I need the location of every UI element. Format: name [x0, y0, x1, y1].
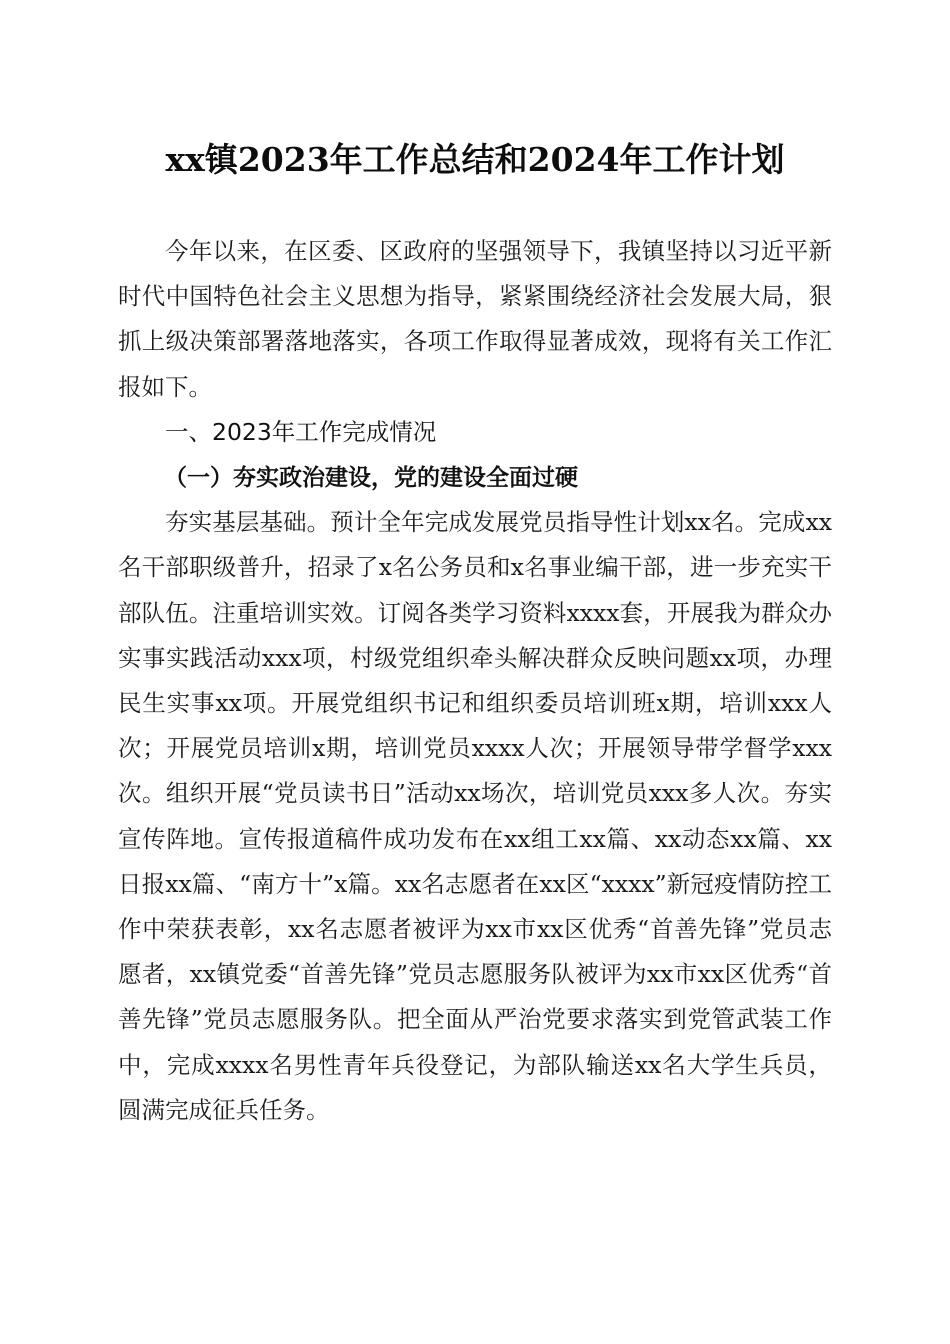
document-body [118, 229, 832, 1133]
document-title: xx镇2023年工作总结和2024年工作计划 [165, 140, 785, 179]
intro-paragraph: 今年以来，在区委、区政府的坚强领导下，我镇坚持以习近平新时代中国特色社会主义思想为指导，紧紧围绕经济社会发展大局，狠抓上级决策部署落地落实，各项工作取得显著成效，现将有关工作汇报如下。 [118, 237, 832, 401]
section-heading-1: 一、2023年工作完成情况 [165, 417, 437, 446]
subsection-body-1: 夯实基层基础。预计全年完成发展党员指导性计划xx名。完成xx名干部职级普升，招录了x名公务员和x名事业编干部，进一步充实干部队伍。注重培训实效。订阅各类学习资料xxxx套，开展我为群众办实事实践活动xxx项，村级党组织牵头解决群众反映问题xx项，办理民生实事xx项。开展党组织书记和组织委员培训班x期，培训xxx人次；开展党员培训x期，培训党员xxxx人次；开展领导带学督学xxx次。组织开展“党员读书日”活动xx场次，培训党员xxx多人次。夯实宣传阵地。宣传报道稿件成功发布在xx组工xx篇、xx动态xx篇、xx日报xx篇、“南方十”x篇。xx名志愿者在xx区“xxxx”新冠疫情防控工作中荣获表彰，xx名志愿者被评为xx市xx区优秀“首善先锋”党员志愿者，xx镇党委“首善先锋”党员志愿服务队被评为xx市xx区优秀“首善先锋”党员志愿服务队。把全面从严治党要求落实到党管武装工作中，完成xxxx名男性青年兵役登记，为部队输送xx名大学生兵员，圆满完成征兵任务。 [118, 508, 832, 1124]
subsection-heading-1: （一）夯实政治建设，党的建设全面过硬 [164, 464, 578, 492]
